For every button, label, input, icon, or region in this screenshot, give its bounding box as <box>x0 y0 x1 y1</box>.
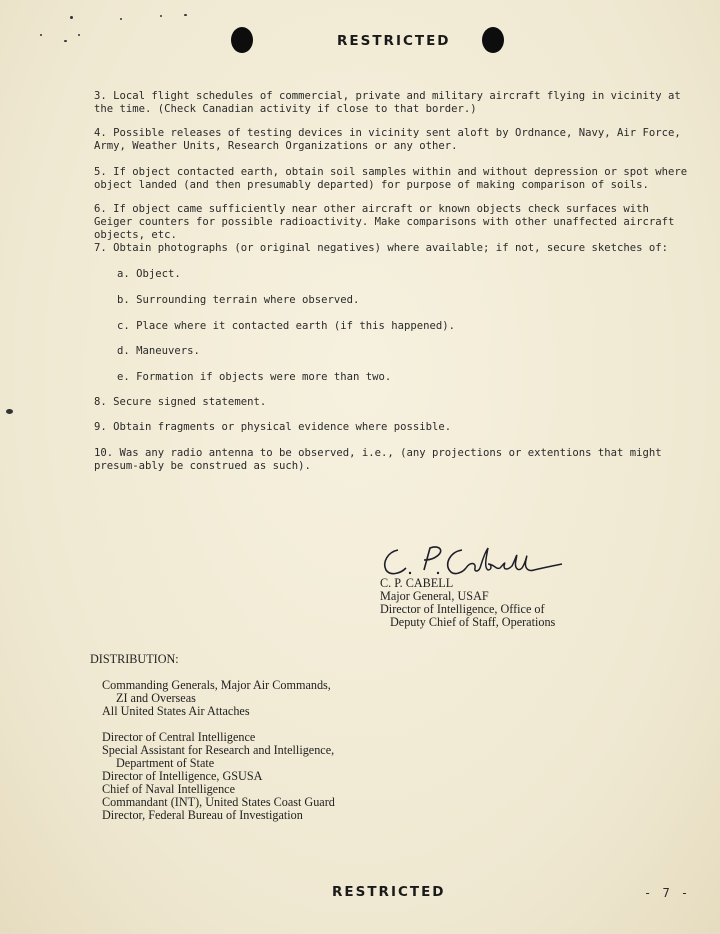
signatory-title-line1: Director of Intelligence, Office of <box>380 602 545 616</box>
punch-hole-right <box>482 27 504 53</box>
ink-speck <box>64 40 67 42</box>
item-6: 6. If object came sufficiently near other aircraft or known objects check surfaces with Geiger counters for possible radioactivity. Make comparisons with other unaffected aircraft objects, etc. <box>94 203 675 241</box>
item-8: 8. Secure signed statement. <box>94 396 267 408</box>
ink-speck <box>160 15 162 17</box>
item-4: 4. Possible releases of testing devices in vicinity sent aloft by Ordnance, Navy, Air Force, Army, Weather Units, Research Organizations or any other. <box>94 127 681 152</box>
footer-classification: RESTRICTED <box>332 884 446 900</box>
signatory-title-line2: Deputy Chief of Staff, Operations <box>390 615 556 629</box>
distribution-heading: DISTRIBUTION: <box>90 652 179 666</box>
signatory-name: C. P. CABELL <box>380 576 454 590</box>
item-9: 9. Obtain fragments or physical evidence where possible. <box>94 421 452 433</box>
ink-speck <box>78 34 80 36</box>
distribution-entry: Chief of Naval Intelligence <box>102 782 235 796</box>
ink-speck <box>120 18 122 20</box>
item-7e: e. Formation if objects were more than two. <box>117 371 392 383</box>
item-5: 5. If object contacted earth, obtain soil samples within and without depression or spot where object landed (and then presumably departed) for purpose of making comparison of soils. <box>94 166 688 191</box>
signatory-rank: Major General, USAF <box>380 589 489 603</box>
ink-speck <box>70 16 73 19</box>
item-7d: d. Maneuvers. <box>117 345 200 357</box>
handwritten-signature <box>380 540 570 580</box>
distribution-entry: Director of Intelligence, GSUSA <box>102 769 263 783</box>
item-7b: b. Surrounding terrain where observed. <box>117 294 360 306</box>
distribution-entry: Commanding Generals, Major Air Commands, <box>102 678 331 692</box>
page-number: - 7 - <box>644 886 691 900</box>
item-7a: a. Object. <box>117 268 181 280</box>
item-7: 7. Obtain photographs (or original negatives) where available; if not, secure sketches of: <box>94 242 669 254</box>
ink-speck <box>40 34 42 36</box>
distribution-entry: Commandant (INT), United States Coast Guard <box>102 795 335 809</box>
distribution-entry: Department of State <box>116 756 215 770</box>
item-7c: c. Place where it contacted earth (if this happened). <box>117 320 456 332</box>
distribution-entry: Director, Federal Bureau of Investigation <box>102 808 303 822</box>
item-10: 10. Was any radio antenna to be observed, i.e., (any projections or extentions that might presum-ably be construed as such). <box>94 447 662 472</box>
punch-hole-left <box>231 27 253 53</box>
ink-speck <box>184 14 187 16</box>
ink-speck <box>6 409 13 414</box>
header-classification: RESTRICTED <box>337 33 451 49</box>
distribution-entry: ZI and Overseas <box>116 691 196 705</box>
distribution-entry: Director of Central Intelligence <box>102 730 256 744</box>
distribution-entry: Special Assistant for Research and Intelligence, <box>102 743 335 757</box>
distribution-entry: All United States Air Attaches <box>102 704 250 718</box>
item-3: 3. Local flight schedules of commercial, private and military aircraft flying in vicinity at the time. (Check Canadian activity if close to that border.) <box>94 90 681 115</box>
